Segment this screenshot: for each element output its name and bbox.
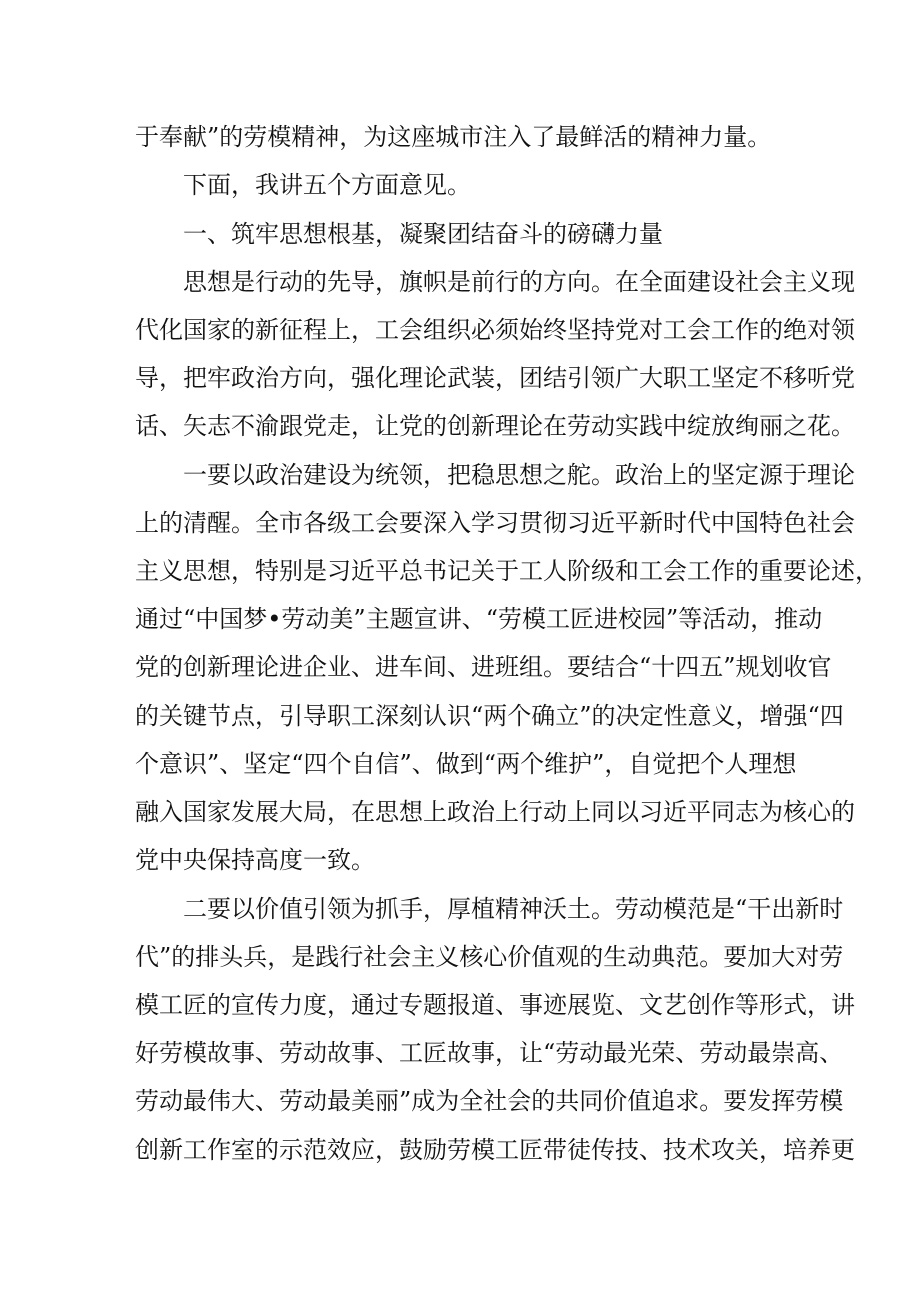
text-line: 导，把牢政治方向，强化理论武装，团结引领广大职工坚定不移听党: [135, 364, 855, 392]
text-line: 劳动最伟大、劳动最美丽”成为全社会的共同价值追求。要发挥劳模: [135, 1087, 844, 1115]
text-line: 好劳模故事、劳动故事、工匠故事，让“劳动最光荣、劳动最崇高、: [135, 1039, 844, 1067]
text-line: 创新工作室的示范效应，鼓励劳模工匠带徒传技、技术攻关，培养更: [135, 1136, 855, 1164]
text-line: 思想是行动的先导，旗帜是前行的方向。在全面建设社会主义现: [183, 268, 855, 296]
text-line: 二要以价值引领为抓手，厚植精神沃土。劳动模范是“干出新时: [183, 895, 844, 923]
text-line: 话、矢志不渝跟党走，让党的创新理论在劳动实践中绽放绚丽之花。: [135, 412, 855, 440]
text-line: 党中央保持高度一致。: [135, 846, 375, 874]
text-line: 代”的排头兵，是践行社会主义核心价值观的生动典范。要加大对劳: [135, 943, 844, 971]
text-line: 上的清醒。全市各级工会要深入学习贯彻习近平新时代中国特色社会: [135, 509, 855, 537]
text-line: 模工匠的宣传力度，通过专题报道、事迹展览、文艺创作等形式，讲: [135, 991, 855, 1019]
text-line: 融入国家发展大局，在思想上政治上行动上同以习近平同志为核心的: [135, 798, 855, 826]
text-line: 通过“中国梦•劳动美”主题宣讲、“劳模工匠进校园”等活动，推动: [135, 605, 823, 633]
text-line: 主义思想，特别是习近平总书记关于工人阶级和工会工作的重要论述，: [135, 557, 879, 585]
text-line: 代化国家的新征程上，工会组织必须始终坚持党对工会工作的绝对领: [135, 316, 855, 344]
section-heading: 一、筑牢思想根基，凝聚团结奋斗的磅礴力量: [183, 220, 663, 248]
text-line: 的关键节点，引导职工深刻认识“两个确立”的决定性意义，增强“四: [135, 702, 844, 730]
text-line: 下面，我讲五个方面意见。: [183, 171, 471, 199]
text-line: 于奉献”的劳模精神，为这座城市注入了最鲜活的精神力量。: [135, 123, 772, 151]
text-line: 党的创新理论进企业、进车间、进班组。要结合“十四五”规划收官: [135, 653, 832, 681]
text-line: 一要以政治建设为统领，把稳思想之舵。政治上的坚定源于理论: [183, 461, 855, 489]
text-line: 个意识”、坚定“四个自信”、做到“两个维护”，自觉把个人理想: [135, 750, 797, 778]
